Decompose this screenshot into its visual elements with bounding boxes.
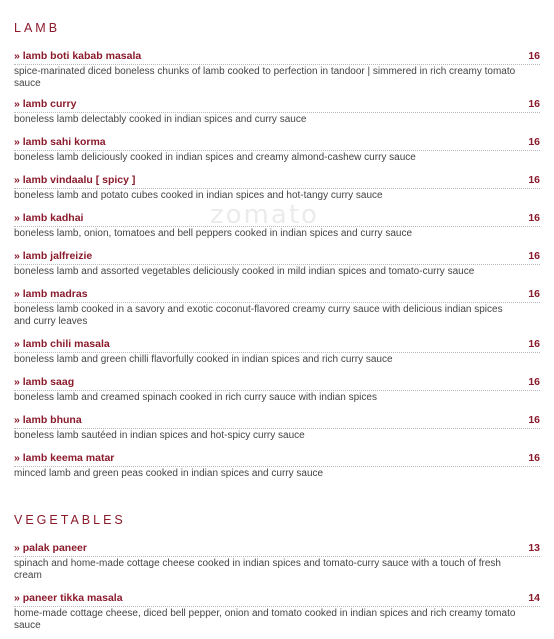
- item-price: 16: [528, 452, 540, 464]
- menu-item: [14, 338, 540, 376]
- item-header: [14, 174, 540, 189]
- item-name: » lamb saag: [14, 376, 75, 388]
- item-description: minced lamb and green peas cooked in indian spices and curry sauce: [14, 468, 324, 479]
- section-vegetables: [14, 512, 540, 632]
- menu-item: [14, 174, 540, 212]
- menu-item: [14, 542, 540, 592]
- item-name: » lamb curry: [14, 98, 77, 110]
- item-name: » lamb vindaalu [ spicy ]: [14, 174, 136, 186]
- item-name: » paneer tikka masala: [14, 592, 123, 604]
- item-header: [14, 50, 540, 65]
- item-description: boneless lamb and assorted vegetables deliciously cooked in mild indian spices and tomato-curry sauce: [14, 266, 475, 277]
- menu-item: [14, 592, 540, 632]
- item-description: spice-marinated diced boneless chunks of lamb cooked to perfection in tandoor | simmered in rich creamy tomato sauce: [14, 66, 516, 89]
- item-price: 16: [528, 376, 540, 388]
- item-header: [14, 136, 540, 151]
- menu-item: [14, 212, 540, 250]
- item-header: [14, 452, 540, 467]
- item-price: 16: [528, 98, 540, 110]
- item-price: 13: [528, 542, 540, 554]
- item-price: 16: [528, 414, 540, 426]
- item-header: [14, 592, 540, 607]
- menu-item: [14, 452, 540, 482]
- item-header: [14, 414, 540, 429]
- item-price: 16: [528, 174, 540, 186]
- item-description: boneless lamb deliciously cooked in indian spices and creamy almond-cashew curry sauce: [14, 152, 416, 163]
- item-price: 16: [528, 136, 540, 148]
- item-description: boneless lamb cooked in a savory and exotic coconut-flavored creamy curry sauce with delicious indian spices and curry leaves: [14, 304, 503, 327]
- item-name: » lamb bhuna: [14, 414, 82, 426]
- item-description: spinach and home-made cottage cheese cooked in indian spices and tomato-curry sauce with a touch of fresh cream: [14, 558, 501, 581]
- item-description: boneless lamb and green chilli flavorfully cooked in indian spices and rich curry sauce: [14, 354, 393, 365]
- section-title: VEGETABLES: [14, 513, 126, 527]
- item-name: » lamb madras: [14, 288, 88, 300]
- item-header: [14, 250, 540, 265]
- item-price: 16: [528, 338, 540, 350]
- item-header: [14, 542, 540, 557]
- item-name: » lamb jalfreizie: [14, 250, 93, 262]
- item-header: [14, 212, 540, 227]
- menu-item: [14, 50, 540, 98]
- item-price: 16: [528, 250, 540, 262]
- menu-item: [14, 376, 540, 414]
- item-header: [14, 338, 540, 353]
- menu-item: [14, 250, 540, 288]
- item-header: [14, 98, 540, 113]
- item-description: boneless lamb, onion, tomatoes and bell peppers cooked in indian spices and curry sauce: [14, 228, 413, 239]
- menu-item: [14, 136, 540, 174]
- section-lamb: [14, 20, 540, 482]
- menu-item: [14, 414, 540, 452]
- item-name: » lamb boti kabab masala: [14, 50, 142, 62]
- item-price: 14: [528, 592, 540, 604]
- item-header: [14, 376, 540, 391]
- item-description: home-made cottage cheese, diced bell pepper, onion and tomato cooked in indian spices and rich creamy tomato sauce: [14, 608, 516, 631]
- item-description: boneless lamb and creamed spinach cooked in rich curry sauce with indian spices: [14, 392, 377, 403]
- section-title: LAMB: [14, 21, 61, 35]
- item-price: 16: [528, 288, 540, 300]
- watermark: zomato: [210, 200, 319, 230]
- menu-item: [14, 288, 540, 338]
- item-price: 16: [528, 50, 540, 62]
- item-description: boneless lamb sautéed in indian spices and hot-spicy curry sauce: [14, 430, 305, 441]
- item-name: » lamb sahi korma: [14, 136, 106, 148]
- menu-item: [14, 98, 540, 136]
- item-name: » palak paneer: [14, 542, 87, 554]
- item-description: boneless lamb delectably cooked in indian spices and curry sauce: [14, 114, 307, 125]
- item-description: boneless lamb and potato cubes cooked in indian spices and hot-tangy curry sauce: [14, 190, 383, 201]
- item-header: [14, 288, 540, 303]
- item-name: » lamb keema matar: [14, 452, 115, 464]
- item-name: » lamb kadhai: [14, 212, 84, 224]
- item-price: 16: [528, 212, 540, 224]
- item-name: » lamb chili masala: [14, 338, 110, 350]
